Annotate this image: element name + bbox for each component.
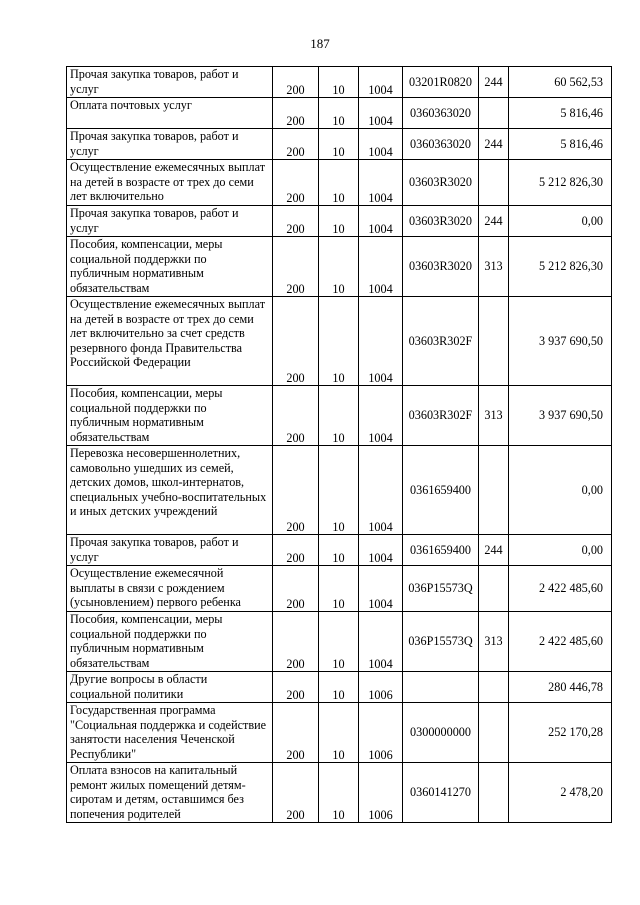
table-row	[67, 206, 612, 237]
row-rz-cell: 200	[273, 386, 319, 446]
row-amount-cell: 3 937 690,50	[509, 386, 612, 446]
row-subsection-cell: 1004	[359, 98, 403, 129]
row-rz-cell: 200	[273, 67, 319, 98]
row-expense-type-cell: 244	[479, 67, 509, 98]
row-name-cell: Пособия, компенсации, меры социальной поддержки по публичным нормативным обязательствам	[67, 386, 273, 446]
row-rz-cell: 200	[273, 672, 319, 703]
row-target-code-cell: 03201R0820	[403, 67, 479, 98]
row-target-code-cell: 036P15573Q	[403, 612, 479, 672]
row-pr-cell: 10	[319, 297, 359, 386]
row-amount-cell: 3 937 690,50	[509, 297, 612, 386]
row-expense-type-cell: 244	[479, 206, 509, 237]
row-pr-cell: 10	[319, 386, 359, 446]
row-rz-cell: 200	[273, 566, 319, 612]
row-expense-type-cell	[479, 763, 509, 823]
page-number: 187	[310, 36, 330, 51]
table-row	[67, 672, 612, 703]
row-expense-type-cell: 313	[479, 237, 509, 297]
row-target-code-cell: 03603R3020	[403, 237, 479, 297]
row-rz-cell: 200	[273, 206, 319, 237]
row-name-cell: Пособия, компенсации, меры социальной поддержки по публичным нормативным обязательствам	[67, 612, 273, 672]
row-amount-cell: 60 562,53	[509, 67, 612, 98]
row-expense-type-cell	[479, 566, 509, 612]
row-name-cell: Прочая закупка товаров, работ и услуг	[67, 535, 273, 566]
row-rz-cell: 200	[273, 446, 319, 535]
row-pr-cell: 10	[319, 703, 359, 763]
row-expense-type-cell: 313	[479, 386, 509, 446]
row-name-cell: Оплата взносов на капитальный ремонт жилых помещений детям-сиротам и детям, оставшимся без попечения родителей	[67, 763, 273, 823]
row-target-code-cell: 0300000000	[403, 703, 479, 763]
row-name-cell: Осуществление ежемесячных выплат на детей в возрасте от трех до семи лет включительно за счет средств резервного фонда Правительства Российской Федерации	[67, 297, 273, 386]
row-pr-cell: 10	[319, 566, 359, 612]
row-subsection-cell: 1004	[359, 67, 403, 98]
row-subsection-cell: 1004	[359, 446, 403, 535]
row-amount-cell: 5 816,46	[509, 129, 612, 160]
row-name-cell: Прочая закупка товаров, работ и услуг	[67, 206, 273, 237]
row-pr-cell: 10	[319, 160, 359, 206]
row-pr-cell: 10	[319, 237, 359, 297]
row-target-code-cell: 036P15573Q	[403, 566, 479, 612]
table-row	[67, 566, 612, 612]
row-target-code-cell: 03603R3020	[403, 160, 479, 206]
row-expense-type-cell	[479, 703, 509, 763]
row-pr-cell: 10	[319, 129, 359, 160]
row-expense-type-cell: 244	[479, 129, 509, 160]
row-name-cell: Государственная программа "Социальная поддержка и содействие занятости населения Чеченской Республики"	[67, 703, 273, 763]
row-target-code-cell: 0360363020	[403, 129, 479, 160]
row-target-code-cell: 0360363020	[403, 98, 479, 129]
row-amount-cell: 0,00	[509, 446, 612, 535]
row-amount-cell: 0,00	[509, 206, 612, 237]
row-name-cell: Осуществление ежемесячной выплаты в связи с рождением (усыновлением) первого ребенка	[67, 566, 273, 612]
row-name-cell: Другие вопросы в области социальной политики	[67, 672, 273, 703]
row-expense-type-cell: 313	[479, 612, 509, 672]
row-target-code-cell: 03603R302F	[403, 386, 479, 446]
row-subsection-cell: 1004	[359, 566, 403, 612]
row-subsection-cell: 1006	[359, 703, 403, 763]
row-amount-cell: 252 170,28	[509, 703, 612, 763]
row-pr-cell: 10	[319, 446, 359, 535]
row-rz-cell: 200	[273, 237, 319, 297]
budget-table	[66, 66, 612, 823]
row-amount-cell: 2 422 485,60	[509, 612, 612, 672]
row-rz-cell: 200	[273, 98, 319, 129]
row-target-code-cell: 0361659400	[403, 535, 479, 566]
table-row	[67, 386, 612, 446]
row-subsection-cell: 1004	[359, 535, 403, 566]
row-pr-cell: 10	[319, 763, 359, 823]
row-rz-cell: 200	[273, 763, 319, 823]
row-subsection-cell: 1004	[359, 386, 403, 446]
table-row	[67, 297, 612, 386]
row-rz-cell: 200	[273, 160, 319, 206]
row-rz-cell: 200	[273, 129, 319, 160]
row-subsection-cell: 1004	[359, 206, 403, 237]
row-target-code-cell: 03603R302F	[403, 297, 479, 386]
row-expense-type-cell	[479, 297, 509, 386]
row-subsection-cell: 1004	[359, 612, 403, 672]
row-subsection-cell: 1006	[359, 763, 403, 823]
row-name-cell: Прочая закупка товаров, работ и услуг	[67, 129, 273, 160]
row-rz-cell: 200	[273, 535, 319, 566]
table-row	[67, 129, 612, 160]
row-expense-type-cell	[479, 98, 509, 129]
row-pr-cell: 10	[319, 612, 359, 672]
row-expense-type-cell: 244	[479, 535, 509, 566]
row-amount-cell: 280 446,78	[509, 672, 612, 703]
table-row	[67, 763, 612, 823]
table-row	[67, 237, 612, 297]
row-subsection-cell: 1004	[359, 129, 403, 160]
row-subsection-cell: 1004	[359, 160, 403, 206]
table-row	[67, 160, 612, 206]
table-row	[67, 703, 612, 763]
row-target-code-cell	[403, 672, 479, 703]
row-rz-cell: 200	[273, 703, 319, 763]
row-amount-cell: 5 212 826,30	[509, 160, 612, 206]
row-subsection-cell: 1006	[359, 672, 403, 703]
row-target-code-cell: 03603R3020	[403, 206, 479, 237]
row-pr-cell: 10	[319, 535, 359, 566]
row-subsection-cell: 1004	[359, 297, 403, 386]
row-amount-cell: 2 422 485,60	[509, 566, 612, 612]
row-name-cell: Перевозка несовершеннолетних, самовольно ушедших из семей, детских домов, школ-интернатов, специальных учебно-воспитательных и иных детских учреждений	[67, 446, 273, 535]
row-target-code-cell: 0361659400	[403, 446, 479, 535]
row-name-cell: Пособия, компенсации, меры социальной поддержки по публичным нормативным обязательствам	[67, 237, 273, 297]
row-name-cell: Оплата почтовых услуг	[67, 98, 273, 129]
row-pr-cell: 10	[319, 67, 359, 98]
row-subsection-cell: 1004	[359, 237, 403, 297]
row-amount-cell: 0,00	[509, 535, 612, 566]
table-row	[67, 446, 612, 535]
row-name-cell: Осуществление ежемесячных выплат на детей в возрасте от трех до семи лет включительно	[67, 160, 273, 206]
row-pr-cell: 10	[319, 98, 359, 129]
table-row	[67, 98, 612, 129]
row-target-code-cell: 0360141270	[403, 763, 479, 823]
row-amount-cell: 5 816,46	[509, 98, 612, 129]
table-row	[67, 67, 612, 98]
table-row	[67, 612, 612, 672]
table-row	[67, 535, 612, 566]
row-expense-type-cell	[479, 672, 509, 703]
row-rz-cell: 200	[273, 297, 319, 386]
row-pr-cell: 10	[319, 672, 359, 703]
row-name-cell: Прочая закупка товаров, работ и услуг	[67, 67, 273, 98]
row-expense-type-cell	[479, 446, 509, 535]
row-pr-cell: 10	[319, 206, 359, 237]
row-amount-cell: 5 212 826,30	[509, 237, 612, 297]
row-expense-type-cell	[479, 160, 509, 206]
row-amount-cell: 2 478,20	[509, 763, 612, 823]
row-rz-cell: 200	[273, 612, 319, 672]
